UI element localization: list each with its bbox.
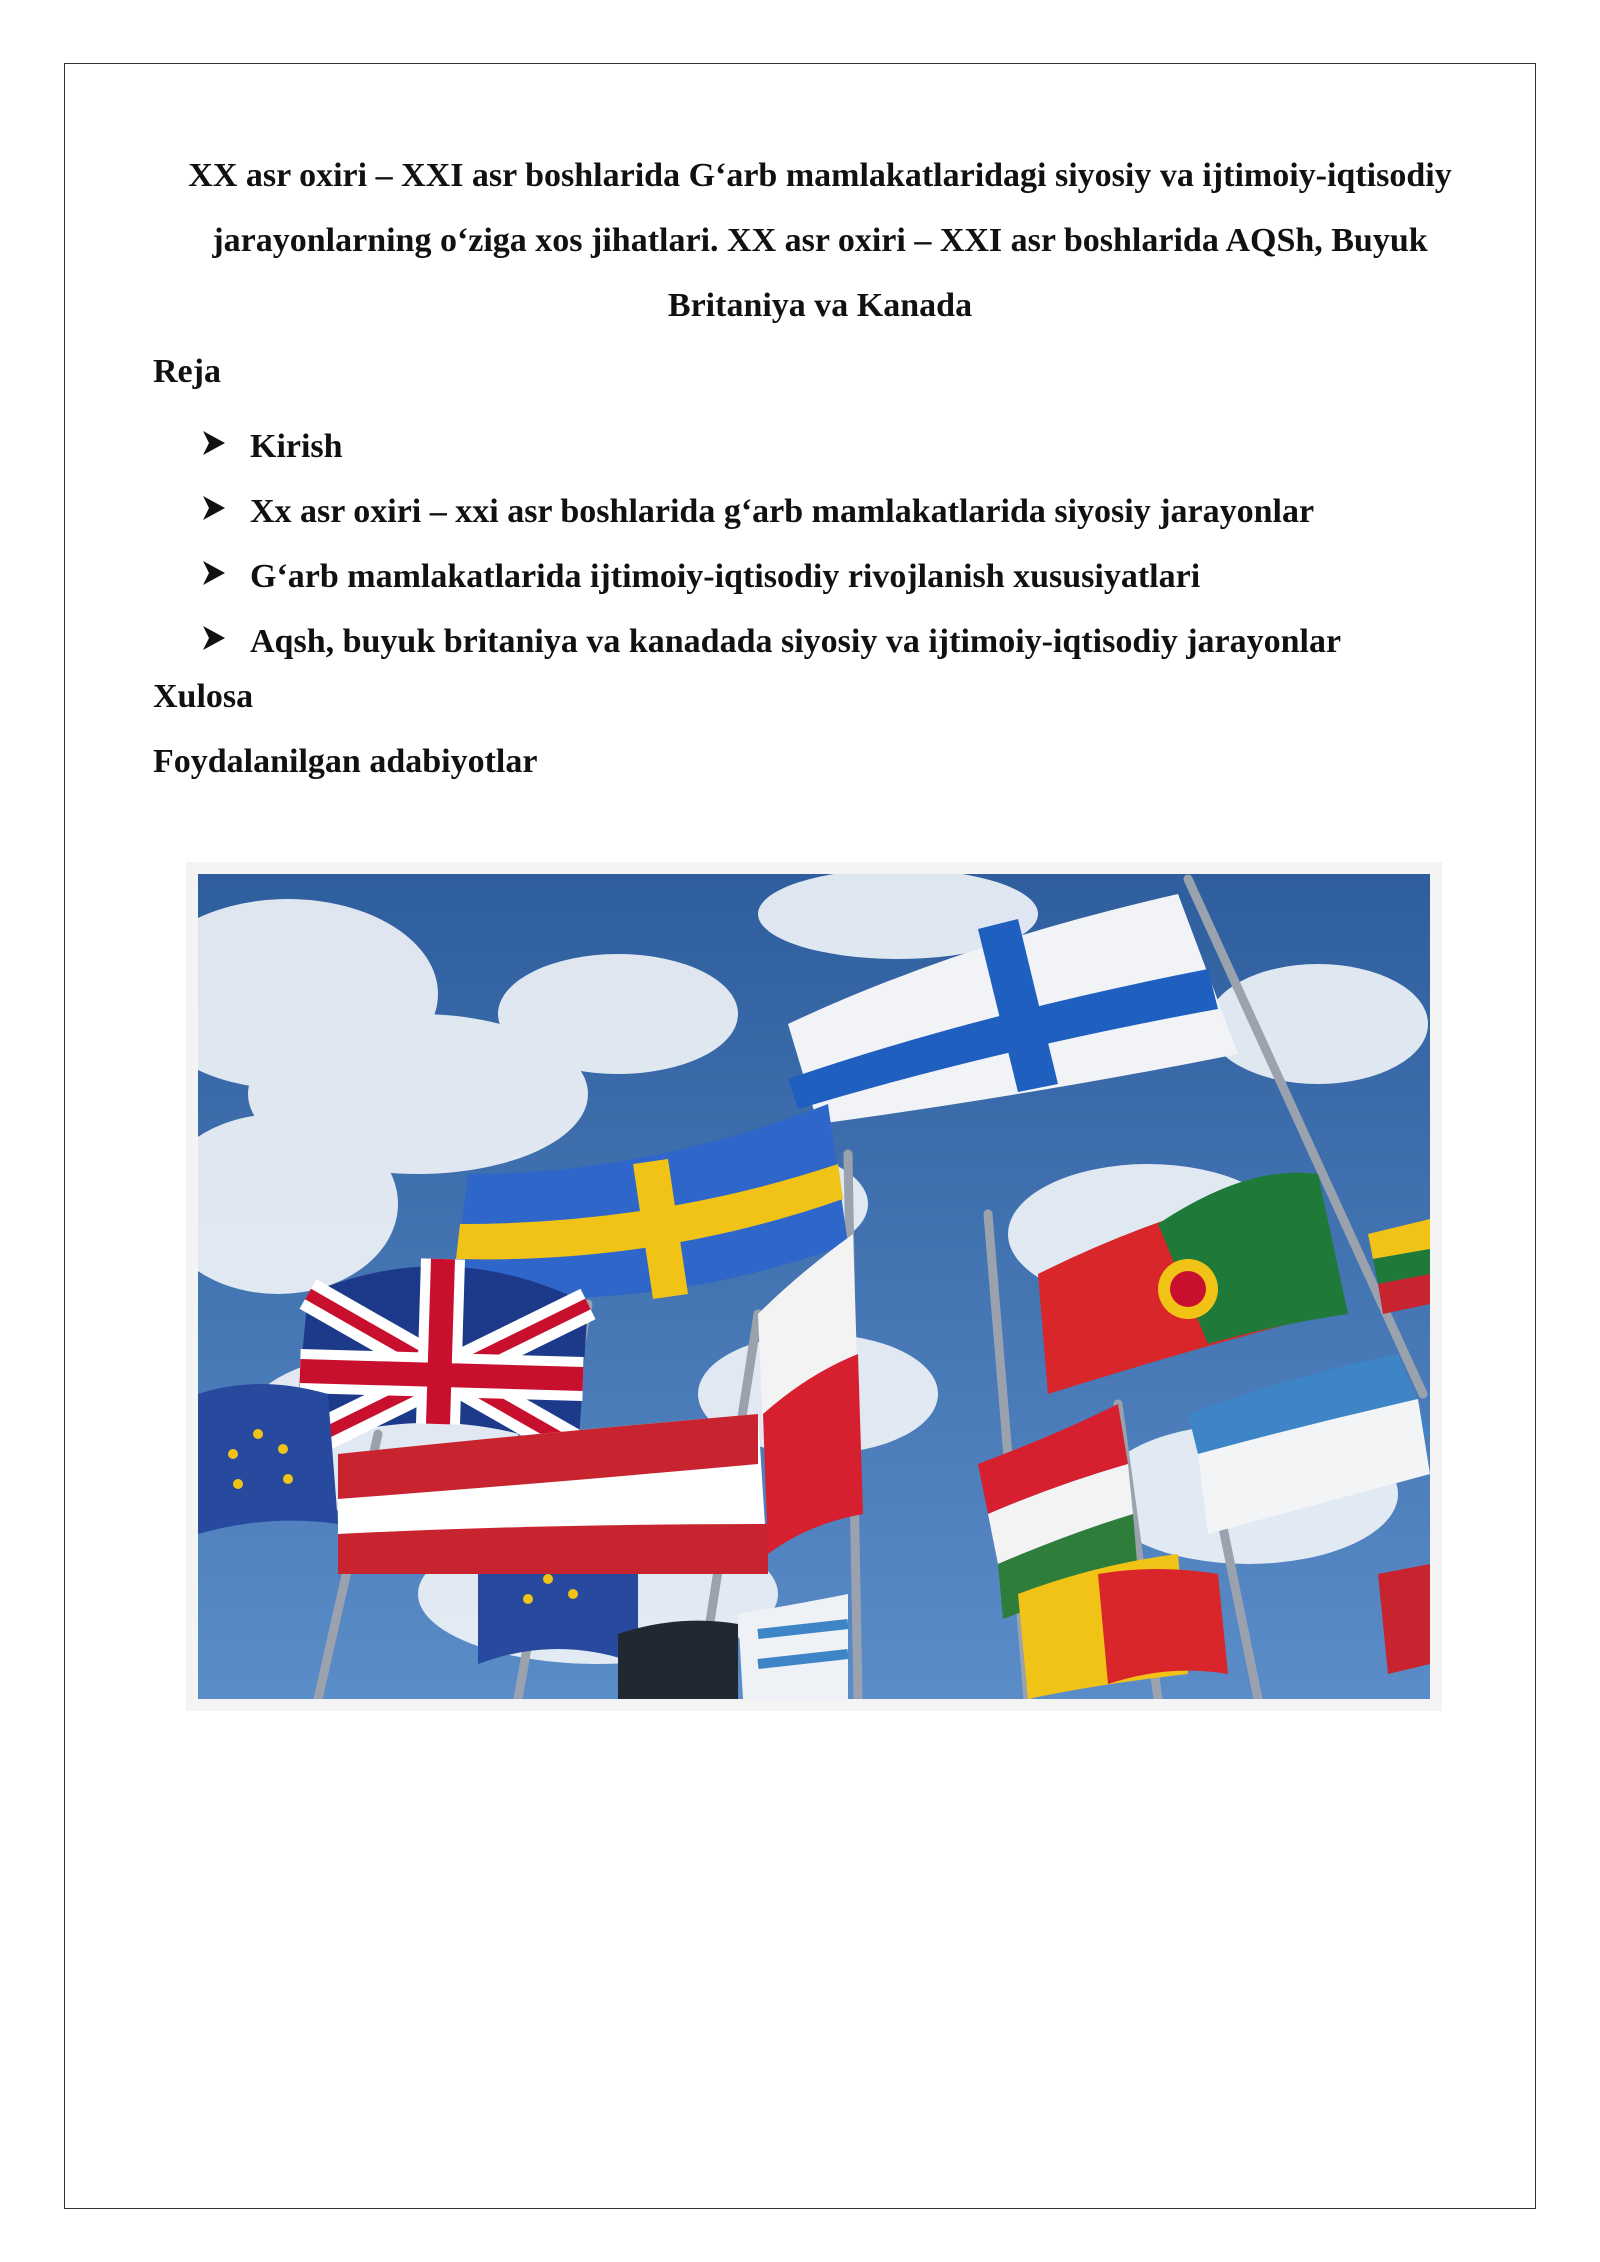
plan-item-label: Kirish <box>250 427 343 465</box>
arrow-bullet-icon <box>200 493 250 531</box>
flags-illustration <box>198 874 1430 1699</box>
plan-item <box>200 479 1341 544</box>
flags-photo <box>186 862 1442 1711</box>
plan-item-label: Xx asr oxiri – xxi asr boshlarida g‘arb mamlakatlarida siyosiy jarayonlar <box>250 492 1315 530</box>
plan-item <box>200 544 1341 609</box>
plan-list <box>200 414 1341 674</box>
plan-item <box>200 414 1341 479</box>
arrow-bullet-icon <box>200 623 250 661</box>
plan-item-label: G‘arb mamlakatlarida ijtimoiy-iqtisodiy rivojlanish xususiyatlari <box>250 557 1201 595</box>
plan-item-label: Aqsh, buyuk britaniya va kanadada siyosiy va ijtimoiy-iqtisodiy jarayonlar <box>250 622 1342 660</box>
plan-item <box>200 609 1341 674</box>
plan-heading: Reja <box>153 353 221 390</box>
document-title: XX asr oxiri – XXI asr boshlarida G‘arb mamlakatlaridagi siyosiy va ijtimoiy-iqtisodiy jarayonlarning o‘ziga xos jihatlari. XX asr oxiri – XXI asr boshlarida AQSh, Buyuk Britaniya va Kanada <box>188 157 1452 324</box>
conclusion-heading: Xulosa <box>153 678 254 715</box>
references-heading: Foydalanilgan adabiyotlar <box>153 743 538 780</box>
arrow-bullet-icon <box>200 558 250 596</box>
arrow-bullet-icon <box>200 428 250 466</box>
